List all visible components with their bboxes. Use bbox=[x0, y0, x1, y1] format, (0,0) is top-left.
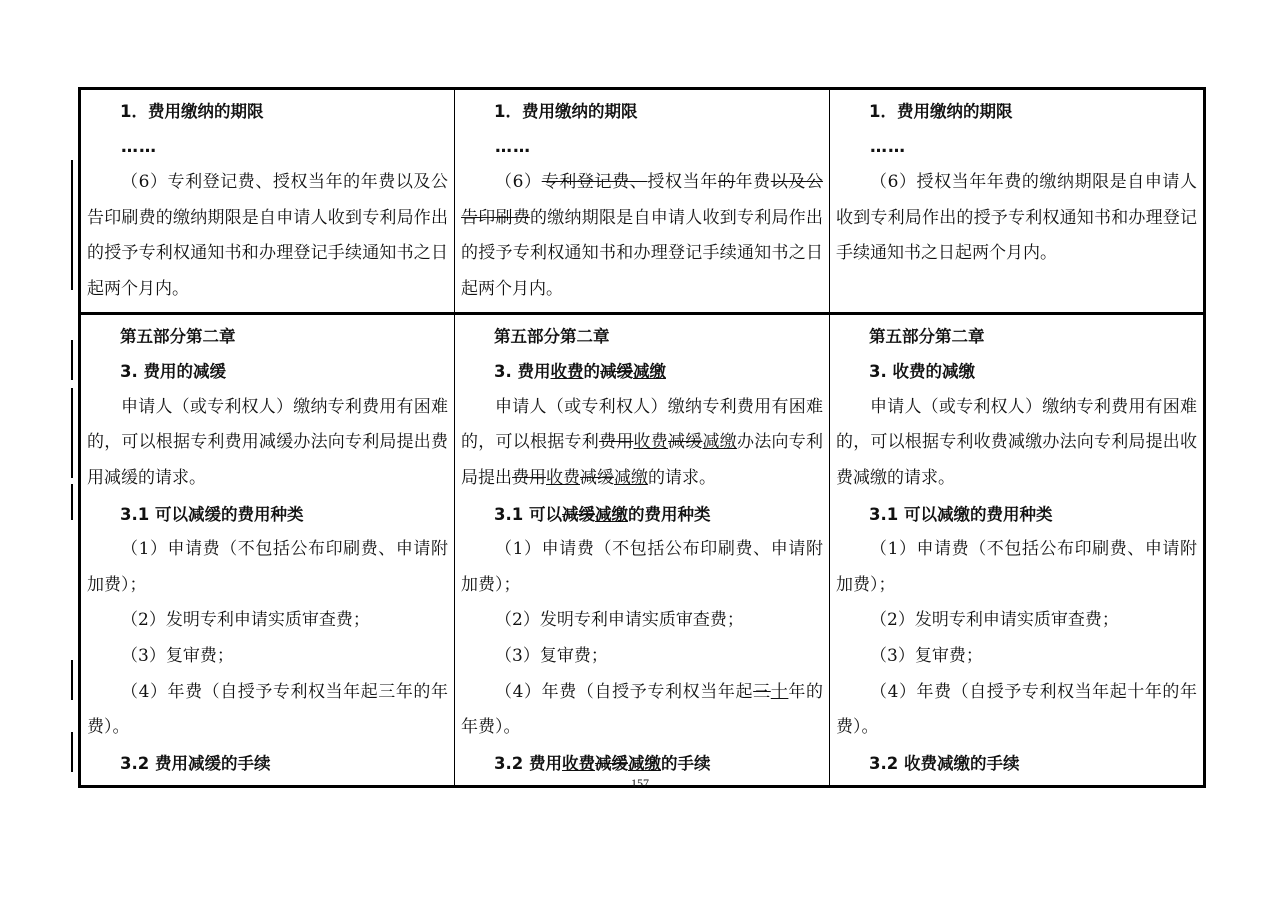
inserted-text: 收费 bbox=[550, 362, 584, 382]
table-row bbox=[80, 89, 1205, 314]
inserted-text: 十 bbox=[770, 681, 789, 702]
list-item: （2）发明专利申请实质审查费； bbox=[495, 610, 744, 631]
text-run: 的请求。 bbox=[648, 467, 716, 488]
table-row bbox=[80, 313, 1205, 787]
text-run: 的缴纳期限是自申请人收到专利局作出的授予专利权通知书和办理登记手续通知书之日起两个月内。 bbox=[461, 207, 823, 299]
cell-original bbox=[80, 313, 455, 787]
text-run: 的费用种类 bbox=[627, 504, 711, 524]
text-run: 申请人（或专利权人）缴纳专利费用有困难的，可以根据专利 bbox=[461, 396, 823, 453]
text-run: 办法向专利局提出 bbox=[461, 432, 823, 488]
cell-revision-marked bbox=[455, 313, 830, 787]
deleted-text: 的 bbox=[717, 172, 736, 193]
paragraph: 申请人（或专利权人）缴纳专利费用有困难的，可以根据专利费用减缓办法向专利局提出费用减缓的请求。 bbox=[87, 396, 448, 488]
inserted-text: 减缴 bbox=[633, 362, 666, 382]
deleted-text: 减缓 bbox=[600, 362, 633, 382]
margin-change-bar bbox=[71, 484, 73, 520]
deleted-text: 专利登记费、 bbox=[541, 172, 648, 193]
chapter-heading: 第五部分第二章 bbox=[494, 326, 610, 346]
deleted-text: 费用 bbox=[512, 467, 546, 488]
section-heading: 3. 费用的减缓 bbox=[120, 362, 226, 382]
section-heading bbox=[461, 354, 823, 390]
cell-original bbox=[80, 89, 455, 314]
inserted-text: 减缴 bbox=[627, 753, 661, 773]
ellipsis: …… bbox=[495, 136, 531, 157]
cell-revised bbox=[830, 89, 1205, 314]
paragraph: （6）授权当年年费的缴纳期限是自申请人收到专利局作出的授予专利权通知书和办理登记手续通知书之日起两个月内。 bbox=[836, 172, 1197, 264]
list-item: （4）年费（自授予专利权当年起三年的年费）。 bbox=[87, 681, 448, 738]
subsection-heading: 3.2 费用减缓的手续 bbox=[120, 753, 271, 773]
text-run: 年的年费）。 bbox=[461, 681, 824, 738]
deleted-text: 减缓 bbox=[594, 753, 628, 773]
margin-change-bar bbox=[71, 660, 73, 700]
subsection-heading: 3.1 可以减缓的费用种类 bbox=[120, 504, 304, 524]
inserted-text: 收费 bbox=[633, 432, 668, 453]
ellipsis: …… bbox=[121, 136, 157, 157]
list-item: （4）年费（自授予专利权当年起十年的年费）。 bbox=[836, 681, 1197, 738]
section-heading: 1．费用缴纳的期限 bbox=[494, 102, 638, 121]
deleted-text: 以及公告印刷费 bbox=[461, 172, 824, 228]
list-item: （3）复审费； bbox=[870, 645, 983, 666]
text-run: （6） bbox=[495, 172, 542, 193]
deleted-text: 减缓 bbox=[668, 432, 703, 453]
inserted-text: 减缴 bbox=[614, 467, 648, 488]
deleted-text: 三 bbox=[753, 681, 771, 702]
list-item: （3）复审费； bbox=[495, 645, 608, 666]
paragraph bbox=[461, 165, 823, 307]
text-run: 授权当年 bbox=[647, 172, 718, 193]
section-heading: 1．费用缴纳的期限 bbox=[120, 102, 264, 121]
chapter-heading: 第五部分第二章 bbox=[120, 326, 236, 346]
subsection-heading: 3.2 收费减缴的手续 bbox=[869, 753, 1020, 773]
text-run: 的 bbox=[583, 362, 600, 382]
chapter-heading: 第五部分第二章 bbox=[869, 326, 985, 346]
list-item: （3）复审费； bbox=[121, 645, 234, 666]
text-run: 3.2 费用 bbox=[494, 753, 562, 773]
ellipsis: …… bbox=[870, 136, 906, 157]
margin-change-bar bbox=[71, 340, 73, 380]
list-item: （2）发明专利申请实质审查费； bbox=[121, 610, 370, 631]
list-item: （1）申请费（不包括公布印刷费、申请附加费）； bbox=[461, 539, 823, 595]
text-run: 3.1 可以 bbox=[494, 504, 562, 524]
inserted-text: 收费 bbox=[561, 753, 595, 773]
cell-revision-marked bbox=[455, 89, 830, 314]
paragraph bbox=[461, 390, 823, 497]
inserted-text: 减缴 bbox=[702, 432, 737, 453]
subsection-heading: 3.1 可以减缴的费用种类 bbox=[869, 504, 1053, 524]
margin-change-bar bbox=[71, 732, 73, 772]
cell-revised bbox=[830, 313, 1205, 787]
list-item bbox=[461, 675, 823, 746]
paragraph: （6）专利登记费、授权当年的年费以及公告印刷费的缴纳期限是自申请人收到专利局作出的授予专利权通知书和办理登记手续通知书之日起两个月内。 bbox=[87, 172, 448, 299]
deleted-text: 减缓 bbox=[561, 504, 595, 524]
list-item: （1）申请费（不包括公布印刷费、申请附加费）； bbox=[87, 539, 448, 595]
text-run: 年费 bbox=[735, 172, 771, 193]
text-run: 3. 费用 bbox=[494, 362, 551, 382]
list-item: （1）申请费（不包括公布印刷费、申请附加费）； bbox=[836, 539, 1197, 595]
section-heading: 1．费用缴纳的期限 bbox=[869, 102, 1013, 121]
text-run: （4）年费（自授予专利权当年起 bbox=[495, 681, 754, 702]
inserted-text: 减缴 bbox=[594, 504, 628, 524]
text-run: 的手续 bbox=[660, 753, 711, 773]
paragraph: 申请人（或专利权人）缴纳专利费用有困难的，可以根据专利收费减缴办法向专利局提出收费减缴的请求。 bbox=[836, 396, 1197, 488]
subsection-heading bbox=[461, 497, 823, 533]
section-heading: 3. 收费的减缴 bbox=[869, 362, 975, 382]
list-item: （2）发明专利申请实质审查费； bbox=[870, 610, 1119, 631]
deleted-text: 费用 bbox=[599, 432, 634, 453]
comparison-table bbox=[78, 87, 1206, 788]
inserted-text: 收费 bbox=[546, 467, 580, 488]
deleted-text: 减缓 bbox=[580, 467, 614, 488]
page-number: 157 bbox=[631, 776, 649, 790]
margin-change-bar bbox=[71, 388, 73, 478]
margin-change-bar bbox=[71, 160, 73, 290]
